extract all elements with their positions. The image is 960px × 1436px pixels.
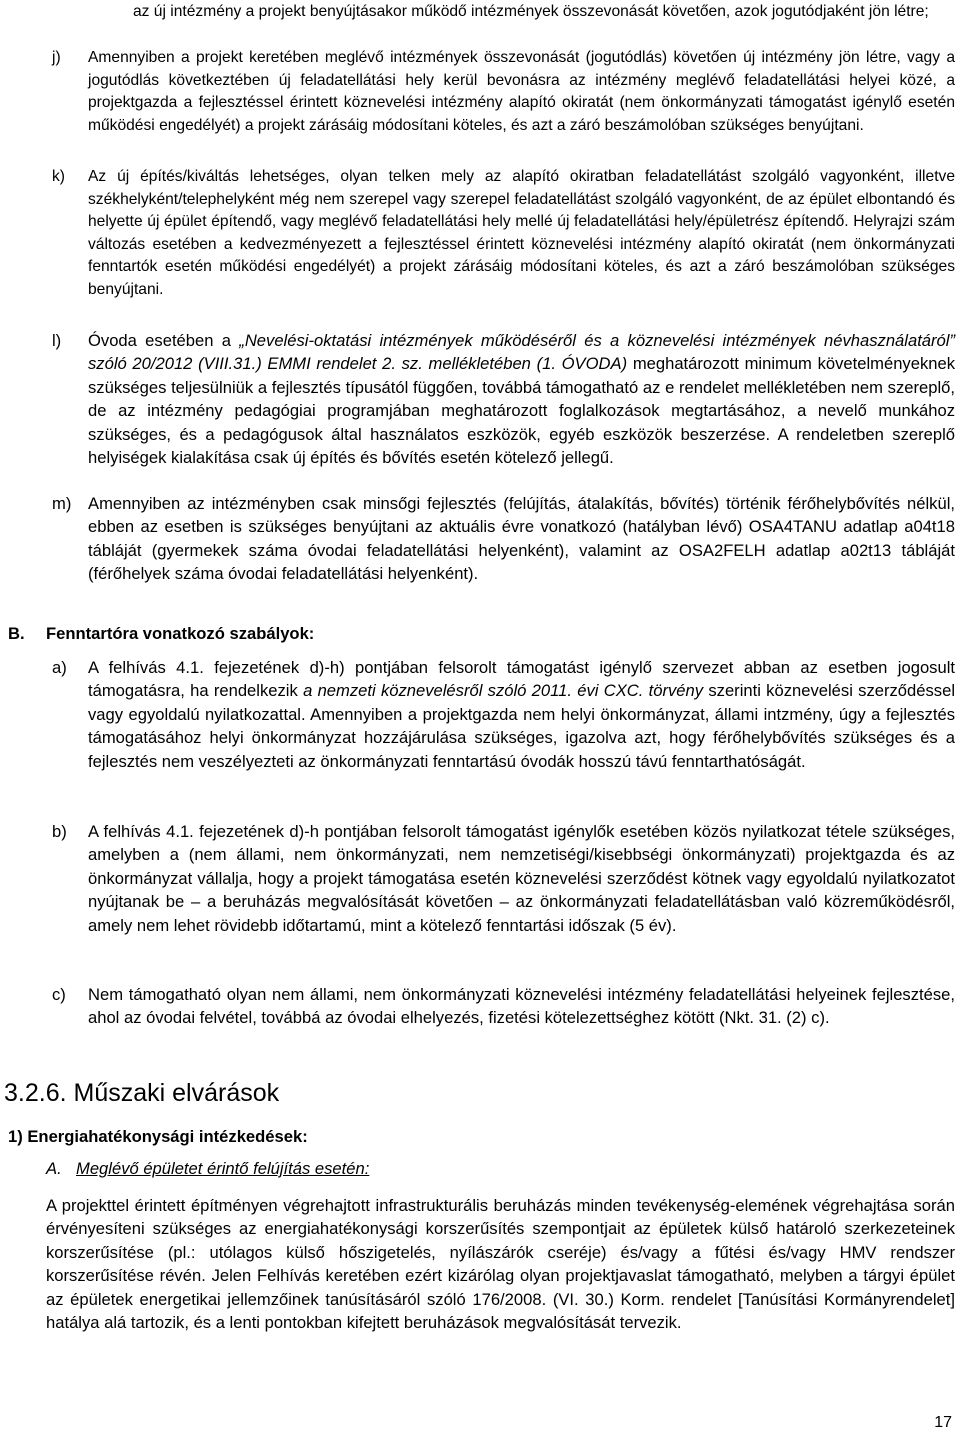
item-l-text (88, 329, 955, 469)
item-ba-post: szerinti köznevelési szerződéssel vagy egyoldalú nyilatkozattal. Amennyiben a projektgazda nem helyi önkormányzat, állami intzmény, úgy a fejlesztés támogatásához helyi önkormányzat hozzájárulása szükséges, igazolva azt, hogy férőhelybővítés szükséges és a fejlesztés nem veszélyezteti az önkormányzati fenntartású óvodák hosszú távú fenntarthatóságát. (88, 681, 956, 771)
item-bb-text: A felhívás 4.1. fejezetének d)-h pontjában felsorolt támogatást igénylők esetében közös nyilatkozat tétele szükséges, amelyben a (nem állami, nem önkormányzati, nem nemzetiségi/kisebbségi önkormányzati) projektgazda és az önkormányzat vállalja, hogy a projekt támogatása esetén köznevelési szerződést kötnek vagy egyoldalú nyilatkozatot nyújtanak be – a beruházás megvalósítását követően – az önkormányzati feladatellátásban való közreműködésről, amely nem lehet rövidebb időtartamú, mint a kötelező fenntartási időszak (5 év). (88, 822, 955, 935)
item-i-continuation: az új intézmény a projekt benyújtásakor működő intézmények összevonását követően, azok jogutódjaként jön létre; (133, 3, 929, 20)
item-ba-text (88, 656, 955, 773)
item-bb-label: b) (52, 822, 67, 841)
item-k-text: Az új építés/kiváltás lehetséges, olyan telken mely az alapító okiratban feladatellátást szolgáló vagyonként, illetve székhelyként/telephelyként még nem szerepel vagy szerepel feladatellátást szolgáló vagyonként, de az épület elbontandó és helyette új épület építendő, vagy meglévő feladatellátási hely mellé új feladatellátási hely/épületrész építendő. Helyrajzi szám változás esetében a kedvezményezett a fejlesztéssel érintett köznevelési intézmény alapító okiratát (nem önkormányzati fenntartók esetén működési engedélyét) a projekt zárásáig módosítani köteles, és azt a záró beszámolóban szükséges benyújtani. (88, 168, 955, 298)
energy-paragraph: A projekttel érintett építményen végrehajtott infrastrukturális beruházás minden tevékenység-elemének végrehajtása során érvényesíteni szükséges az energiahatékonysági korszerűsítés szempontjait az épületek külső határoló szerkezeteinek korszerűsítése (pl.: utólagos külső hőszigetelés, nyílászárók cseréje) és/vagy a fűtési és/vagy HMV rendszer korszerűsítése révén. Jelen Felhívás keretében ezért kizárólag olyan projektjavaslat támogatható, melyben a tárgyi épület az épületek energetikai jellemzőinek tanúsításáról szóló 176/2008. (VI. 30.) Korm. rendelet [Tanúsítási Kormányrendelet] hatálya alá tartozik, és a lenti pontokban kifejtett beruházások megvalósítását tervezik. (46, 1196, 955, 1333)
section-b-label: B. (8, 624, 25, 643)
item-l-post: meghatározott minimum követelményeknek szükséges teljesülniük a fejlesztés típusától függően, továbbá támogatható az e rendelet mellékletében nem szereplő, de az intézmény pedagógiai programjában meghatározott foglalkozások megtartásához, a nevelő munkához szükséges, és a pedagógusok által használatos eszközök, egyéb eszközök beszerzése. A rendeletben szereplő helyiségek kialakítása csak új építés és bővítés esetén kötelező jellegű. (88, 354, 956, 468)
section-b-title: Fenntartóra vonatkozó szabályok: (46, 624, 315, 643)
item-ba-label: a) (52, 658, 67, 677)
item-l-pre: Óvoda esetében a (88, 331, 240, 350)
item-bc-label: c) (52, 985, 66, 1004)
item-l-label: l) (52, 331, 62, 350)
subsection-title: 1) Energiahatékonysági intézkedések: (8, 1127, 308, 1146)
item-bc-text: Nem támogatható olyan nem állami, nem önkormányzati köznevelési intézmény feladatellátási helyeinek fejlesztése, ahol az óvodai felvétel, továbbá az óvodai elhelyezés, fizetési kötelezettséghez kötött (Nkt. 31. (2) c). (88, 985, 955, 1028)
item-m-text: Amennyiben az intézményben csak minsőgi fejlesztés (felújítás, átalakítás, bővítés) történik férőhelybővítés nélkül, ebben az esetben is szükséges benyújtani az aktuális évre vonatkozó (hatályban lévő) OSA4TANU adatlap a04t18 tábláját (gyermekek száma óvodai feladatellátási helyenként), valamint az OSA2FELH adatlap a02t13 tábláját (férőhelyek száma óvodai feladatellátási helyenként). (88, 494, 955, 584)
item-ba-pre: A felhívás 4.1. fejezetének d)-h) pontjában felsorolt támogatást igénylő szervezet abban az esetben jogosult támogatásra, ha rendelkezik (88, 658, 955, 701)
item-l-regulation-title: „Nevelési-oktatási intézmények működéséről és a köznevelési intézmények névhasználatáról” szóló 20/2012 (VIII.31.) EMMI rendelet 2. sz. mellékletében (1. ÓVODA) (88, 331, 955, 374)
subsection-a-title: Meglévő épületet érintő felújítás esetén: (76, 1159, 370, 1178)
item-j-text: Amennyiben a projekt keretében meglévő intézmények összevonását (jogutódlás) követően új intézmény jön létre, vagy a jogutódlás következtében új feladatellátási hely kerül bevonásra az intézmény meglévő feladatellátási helyei közé, a projektgazda a fejlesztéssel érintett köznevelési intézmény alapító okiratát (nem önkormányzati támogatást igénylő esetén működési engedélyét) a projekt zárásáig módosítani köteles, és azt a záró beszámolóban szükséges benyújtani. (88, 49, 955, 134)
item-m-label: m) (52, 494, 72, 513)
item-k-label: k) (52, 168, 65, 185)
item-ba-law-title: a nemzeti köznevelésről szóló 2011. évi CXC. törvény (303, 681, 704, 701)
item-j-label: j) (52, 49, 61, 66)
subsection-a-label: A. (46, 1159, 62, 1178)
page-number: 17 (934, 1414, 952, 1431)
section-heading: 3.2.6. Műszaki elvárások (4, 1079, 280, 1107)
